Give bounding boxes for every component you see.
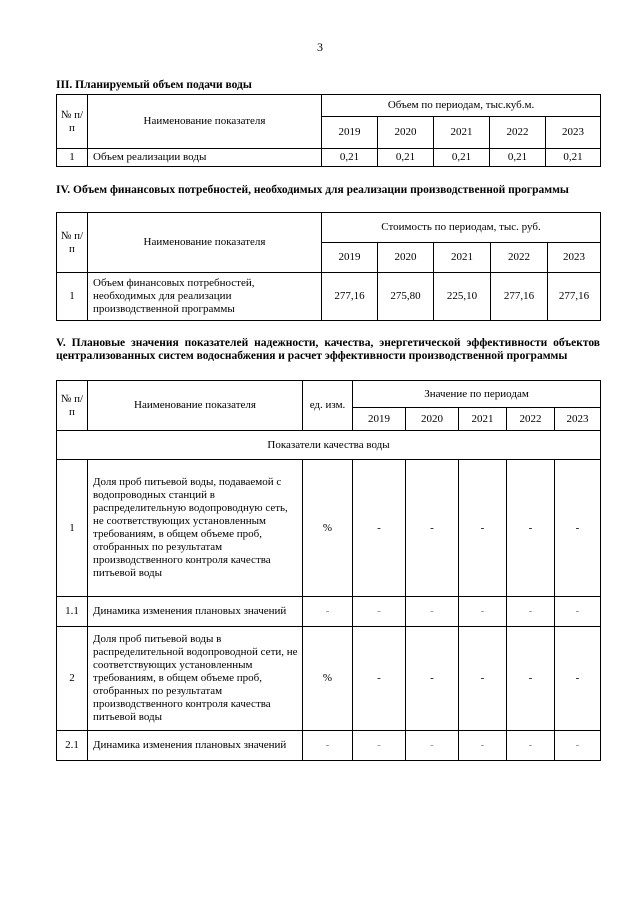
- row-value: -: [555, 731, 601, 761]
- row-name: Объем финансовых потребностей, необходимых для реализации производственной программы: [88, 273, 322, 321]
- section5-title: V. Плановые значения показателей надежности, качества, энергетической эффективности объектов централизованных систем водоснабжения и расчет эффективности производственной программы: [56, 337, 600, 362]
- row-value: -: [507, 597, 555, 627]
- row-value: -: [555, 627, 601, 731]
- row-value: -: [459, 460, 507, 597]
- row-name: Динамика изменения плановых значений: [88, 731, 303, 761]
- section3-year: 2020: [378, 117, 434, 149]
- row-value: -: [507, 627, 555, 731]
- table-row: [57, 273, 601, 321]
- section5-year: 2020: [406, 408, 459, 431]
- row-value: -: [507, 731, 555, 761]
- row-value: -: [353, 597, 406, 627]
- section5-year: 2019: [353, 408, 406, 431]
- row-value: 0,21: [490, 149, 546, 167]
- row-value: 0,21: [378, 149, 434, 167]
- section4-year: 2021: [434, 243, 491, 273]
- row-unit: -: [303, 597, 353, 627]
- section3-period-header: Объем по периодам, тыс.куб.м.: [322, 95, 601, 117]
- section5-col-unit: ед. изм.: [303, 381, 353, 431]
- row-value: -: [555, 460, 601, 597]
- row-value: 277,16: [322, 273, 378, 321]
- row-unit: %: [303, 627, 353, 731]
- section4-col-name: Наименование показателя: [88, 213, 322, 273]
- row-name: Динамика изменения плановых значений: [88, 597, 303, 627]
- section5-year: 2022: [507, 408, 555, 431]
- row-value: -: [353, 460, 406, 597]
- row-value: -: [507, 460, 555, 597]
- row-unit: %: [303, 460, 353, 597]
- section4-year: 2019: [322, 243, 378, 273]
- row-num: 2.1: [57, 731, 88, 761]
- row-value: 277,16: [548, 273, 601, 321]
- row-value: -: [459, 597, 507, 627]
- row-value: 0,21: [322, 149, 378, 167]
- section5-col-num: № п/п: [57, 381, 88, 431]
- section4-period-header: Стоимость по периодам, тыс. руб.: [322, 213, 601, 243]
- section4-year: 2020: [378, 243, 434, 273]
- row-num: 1: [57, 460, 88, 597]
- section3-year: 2023: [546, 117, 601, 149]
- section3-col-num: № п/п: [57, 95, 88, 149]
- row-name: Доля проб питьевой воды, подаваемой с водопроводных станций в распределительную водопроводную сеть, не соответствующих установленным требованиям, в общем объеме проб, отобранных по результатам производственного контроля качества питьевой воды: [88, 460, 303, 597]
- row-num: 1: [57, 149, 88, 167]
- section4-table: [56, 212, 601, 321]
- section3-year: 2022: [490, 117, 546, 149]
- section4-title: IV. Объем финансовых потребностей, необходимых для реализации производственной программы: [56, 184, 569, 196]
- row-num: 2: [57, 627, 88, 731]
- section3-table: [56, 94, 601, 167]
- row-name: Доля проб питьевой воды в распределительной водопроводной сети, не соответствующих установленным требованиям, в общем объеме проб, отобранных по результатам производственного контроля качества питьевой воды: [88, 627, 303, 731]
- group-title: Показатели качества воды: [57, 431, 601, 460]
- section5-year: 2021: [459, 408, 507, 431]
- section3-year: 2021: [434, 117, 490, 149]
- row-value: 225,10: [434, 273, 491, 321]
- section4-year: 2023: [548, 243, 601, 273]
- section3-year: 2019: [322, 117, 378, 149]
- row-num: 1: [57, 273, 88, 321]
- row-value: -: [459, 731, 507, 761]
- table-row: [57, 597, 601, 627]
- row-value: -: [555, 597, 601, 627]
- row-value: -: [353, 627, 406, 731]
- section5-period-header: Значение по периодам: [353, 381, 601, 408]
- page-number: 3: [317, 40, 323, 54]
- section3-title: III. Планируемый объем подачи воды: [56, 79, 252, 91]
- table-row: [57, 460, 601, 597]
- row-unit: -: [303, 731, 353, 761]
- row-value: 275,80: [378, 273, 434, 321]
- row-value: 277,16: [491, 273, 548, 321]
- row-name: Объем реализации воды: [88, 149, 322, 167]
- row-value: -: [406, 731, 459, 761]
- row-value: -: [353, 731, 406, 761]
- section3-col-name: Наименование показателя: [88, 95, 322, 149]
- section5-year: 2023: [555, 408, 601, 431]
- section4-col-num: № п/п: [57, 213, 88, 273]
- row-value: -: [406, 460, 459, 597]
- row-num: 1.1: [57, 597, 88, 627]
- row-value: -: [406, 627, 459, 731]
- row-value: -: [459, 627, 507, 731]
- row-value: -: [406, 597, 459, 627]
- section5-table: [56, 380, 601, 761]
- section4-year: 2022: [491, 243, 548, 273]
- row-value: 0,21: [546, 149, 601, 167]
- table-row: [57, 731, 601, 761]
- table-row: [57, 627, 601, 731]
- table-row: [57, 149, 601, 167]
- section5-col-name: Наименование показателя: [88, 381, 303, 431]
- row-value: 0,21: [434, 149, 490, 167]
